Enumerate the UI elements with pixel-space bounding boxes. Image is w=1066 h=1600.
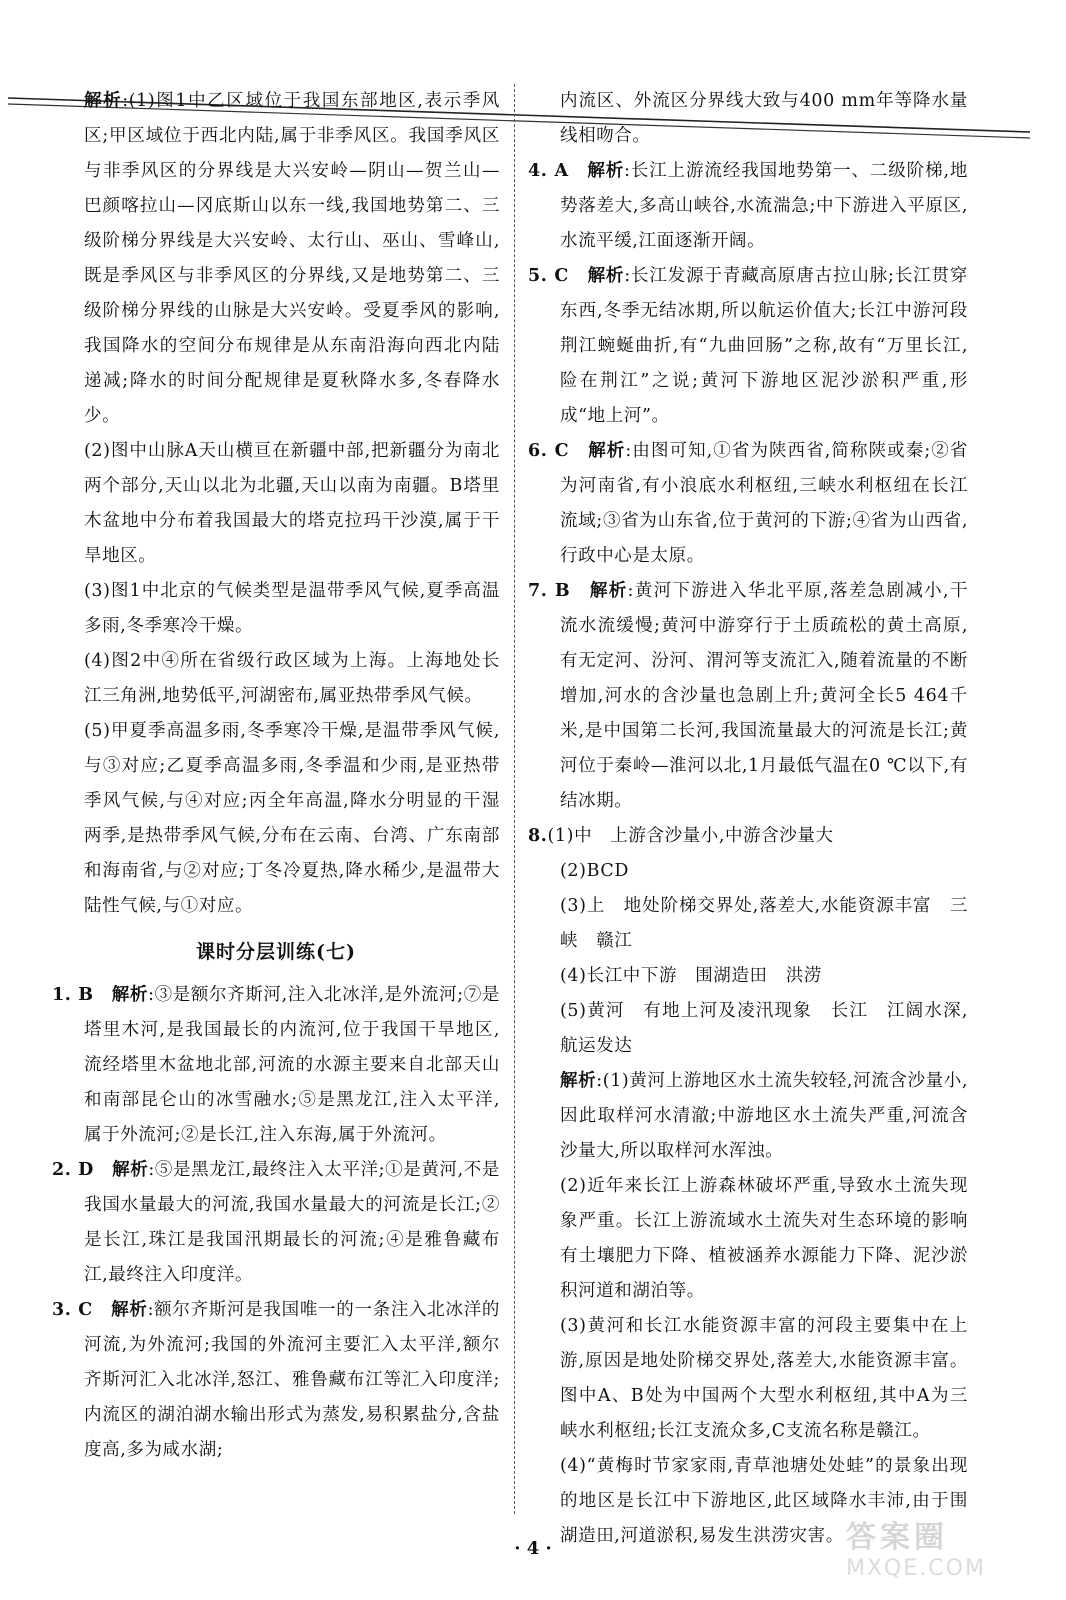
answer-item-7 [528, 574, 968, 819]
page-number: · 4 · [514, 1538, 552, 1559]
analysis-paragraph-5: (5)甲夏季高温多雨,冬季寒冷干燥,是温带季风气候,与③对应;乙夏季高温多雨,冬季温和少雨,是亚热带季风气候,与④对应;丙全年高温,降水分明显的干湿两季,是热带季风气候,分布在云南、台湾、广东南部和海南省,与②对应;丁冬冷夏热,降水稀少,是温带大陆性气候,与①对应。 [84, 721, 500, 916]
analysis-label: 解析 [587, 266, 625, 286]
watermark [846, 1512, 1036, 1582]
analysis-text: :⑤是黑龙江,最终注入太平洋;①是黄河,不是我国水量最大的河流,我国水量最大的河流是长江;②是长江,珠江是我国汛期最长的河流;④是雅鲁藏布江,最终注入印度洋。 [84, 1160, 500, 1285]
analysis-label: 解析 [588, 441, 626, 461]
watermark-logo: 答案圈 [846, 1520, 948, 1555]
answer-number: 5. C [528, 266, 569, 286]
analysis-paragraph-3: (3)图1中北京的气候类型是温带季风气候,夏季高温多雨,冬季寒冷干燥。 [84, 581, 500, 636]
column-divider [514, 84, 515, 1514]
analysis-paragraph-4: (4)图2中④所在省级行政区域为上海。上海地处长江三角洲,地势低平,河湖密布,属亚热带季风气候。 [84, 651, 500, 706]
answer-number: 3. C [52, 1300, 93, 1320]
q8-analysis-2: (2)近年来长江上游森林破坏严重,导致水土流失现象严重。长江上游流域水土流失对生态环境的影响有土壤肥力下降、植被涵养水源能力下降、泥沙淤积河道和湖泊等。 [560, 1176, 968, 1301]
answer-item-8 [528, 819, 968, 854]
answer-number: 7. B [528, 581, 571, 601]
analysis-label: 解析 [560, 1071, 597, 1091]
answer-item-1 [52, 978, 500, 1153]
analysis-text: :长江发源于青藏高原唐古拉山脉;长江贯穿东西,冬季无结冰期,所以航运价值大;长江中游河段荆江蜿蜒曲折,有“九曲回肠”之称,故有“万里长江,险在荆江”之说;黄河下游地区泥沙淤积严重,形成“地上河”。 [560, 266, 968, 426]
q8-analysis-4: (4)“黄梅时节家家雨,青草池塘处处蛙”的景象出现的地区是长江中下游地区,此区域降水丰沛,由于围湖造田,河道淤积,易发生洪涝灾害。 [560, 1456, 968, 1546]
analysis-text: :(1)黄河上游地区水土流失较轻,河流含沙量小,因此取样河水清澈;中游地区水土流失严重,河流含沙量大,所以取样河水浑浊。 [560, 1071, 968, 1161]
q8-analysis-1 [528, 1064, 968, 1169]
analysis-paragraph-2: (2)图中山脉A天山横亘在新疆中部,把新疆分为南北两个部分,天山以北为北疆,天山以南为南疆。B塔里木盆地中分布着我国最大的塔克拉玛干沙漠,属于干旱地区。 [84, 441, 500, 566]
analysis-label: 解析 [111, 985, 149, 1005]
analysis-label: 解析 [84, 91, 123, 111]
right-column [528, 84, 968, 1554]
analysis-text: :黄河下游进入华北平原,落差急剧减小,干流水流缓慢;黄河中游穿行于土质疏松的黄土高原,有无定河、汾河、渭河等支流汇入,随着流量的不断增加,河水的含沙量也急剧上升;黄河全长5 464千米,是中国第二长河,我国流量最大的河流是长江;黄河位于秦岭—淮河以北,1月最低气温在0 ℃以下,有结冰期。 [560, 581, 968, 811]
answer-number: 1. B [52, 985, 94, 1005]
answer-item-2 [52, 1153, 500, 1293]
analysis-label: 解析 [587, 161, 625, 181]
answer-number: 6. C [528, 441, 570, 461]
analysis-text: :额尔齐斯河是我国唯一的一条注入北冰洋的河流,为外流河;我国的外流河主要汇入太平洋,额尔齐斯河汇入北冰洋,怒江、雅鲁藏布江等汇入印度洋;内流区的湖泊湖水输出形式为蒸发,易积累盐分,含盐度高,多为咸水湖; [84, 1300, 500, 1460]
analysis-label: 解析 [112, 1160, 149, 1180]
answer-number: 4. A [528, 161, 569, 181]
answer-number: 2. D [52, 1160, 94, 1180]
analysis-text: :长江上游流经我国地势第一、二级阶梯,地势落差大,多高山峡谷,水流湍急;中下游进入平原区,水流平缓,江面逐渐开阔。 [560, 161, 969, 251]
q8-line-1: (1)中 上游含沙量小,中游含沙量大 [547, 826, 834, 846]
analysis-label: 解析 [589, 581, 628, 601]
watermark-url: MXQE.COM [846, 1556, 986, 1581]
answer-item-4 [528, 154, 968, 259]
continued-text: 内流区、外流区分界线大致与400 mm年等降水量线相吻合。 [560, 91, 968, 146]
q8-line-3: (3)上 地处阶梯交界处,落差大,水能资源丰富 三峡 赣江 [560, 896, 968, 951]
q8-line-2: (2)BCD [560, 861, 629, 881]
q8-line-4: (4)长江中下游 围湖造田 洪涝 [560, 966, 822, 986]
analysis-text: :③是额尔齐斯河,注入北冰洋,是外流河;⑦是塔里木河,是我国最长的内流河,位于我国干旱地区,流经塔里木盆地北部,河流的水源主要来自北部天山和南部昆仑山的冰雪融水;⑤是黑龙江,注入太平洋,属于外流河;②是长江,注入东海,属于外流河。 [84, 985, 500, 1145]
q8-analysis-3: (3)黄河和长江水能资源丰富的河段主要集中在上游,原因是地处阶梯交界处,落差大,水能资源丰富。图中A、B处为中国两个大型水利枢纽,其中A为三峡水利枢纽;长江支流众多,C支流名称是赣江。 [560, 1316, 968, 1441]
q8-line-5: (5)黄河 有地上河及凌汛现象 长江 江阔水深,航运发达 [560, 1001, 968, 1056]
left-column [52, 84, 500, 1468]
analysis-paragraph-1 [52, 84, 500, 434]
answer-item-5 [528, 259, 968, 434]
analysis-label: 解析 [111, 1300, 148, 1320]
answer-number: 8. [528, 826, 548, 846]
analysis-text: :由图可知,①省为陕西省,简称陕或秦;②省为河南省,有小浪底水利枢纽,三峡水利枢纽在长江流域;③省为山东省,位于黄河的下游;④省为山西省,行政中心是太原。 [560, 441, 968, 566]
analysis-text: :(1)图1中乙区域位于我国东部地区,表示季风区;甲区域位于西北内陆,属于非季风区。我国季风区与非季风区的分界线是大兴安岭—阴山—贺兰山—巴颜喀拉山—冈底斯山以东一线,我国地势第二、三级阶梯分界线是大兴安岭、太行山、巫山、雪峰山,既是季风区与非季风区的分界线,又是地势第二、三级阶梯分界线的山脉是大兴安岭。受夏季风的影响,我国降水的空间分布规律是从东南沿海向西北内陆递减;降水的时间分配规律是夏秋降水多,冬春降水少。 [84, 91, 500, 426]
section-title: 课时分层训练(七) [196, 941, 356, 963]
answer-item-3 [52, 1293, 500, 1468]
answer-item-6 [528, 434, 968, 574]
